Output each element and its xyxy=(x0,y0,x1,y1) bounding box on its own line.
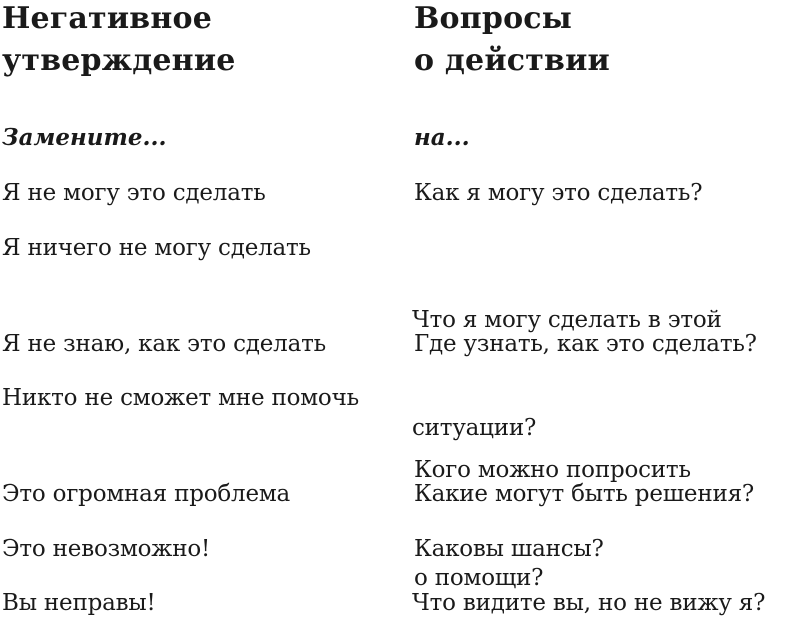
action-question-line1: Что я могу сделать в этой xyxy=(412,307,722,333)
subheader-replace: Замените... xyxy=(2,124,167,151)
header-action-questions xyxy=(414,0,610,82)
header-action-line1: Вопросы xyxy=(414,1,573,36)
action-question: Как я могу это сделать? xyxy=(414,180,703,206)
header-negative-statement xyxy=(2,0,236,82)
subheader-with: на... xyxy=(414,124,470,151)
negative-statement: Я не знаю, как это сделать xyxy=(2,331,326,357)
negative-statement: Никто не сможет мне помочь xyxy=(2,385,359,411)
action-question: Что видите вы, но не вижу я? xyxy=(412,590,766,616)
action-question-line2: о помощи? xyxy=(414,565,544,591)
header-action-line2: о действии xyxy=(414,43,610,78)
action-question-line1: Кого можно попросить xyxy=(414,457,691,483)
negative-statement: Я не могу это сделать xyxy=(2,180,266,206)
header-negative-line1: Негативное xyxy=(2,1,212,36)
action-question: Где узнать, как это сделать? xyxy=(414,331,757,357)
action-question: Каковы шансы? xyxy=(414,536,604,562)
action-question: Какие могут быть решения? xyxy=(414,481,755,507)
action-question-line2: ситуации? xyxy=(412,415,537,441)
negative-statement: Это огромная проблема xyxy=(2,481,291,507)
header-negative-line2: утверждение xyxy=(2,43,236,78)
negative-statement: Я ничего не могу сделать xyxy=(2,235,311,261)
negative-statement: Это невозможно! xyxy=(2,536,211,562)
negative-statement: Вы неправы! xyxy=(2,590,156,616)
